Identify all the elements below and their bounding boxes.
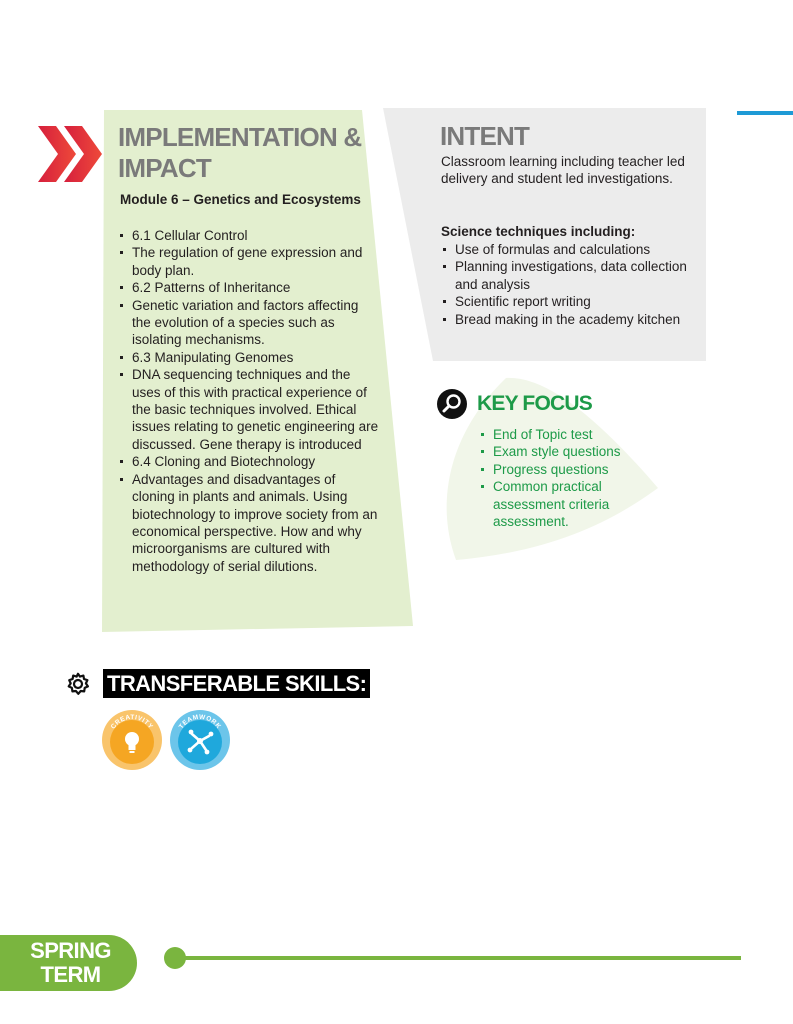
term-label (18, 939, 123, 987)
implementation-title-line2: IMPACT (118, 153, 211, 183)
intent-description: Classroom learning including teacher led delivery and student led investigations. (441, 154, 685, 187)
term-line1: SPRING (30, 938, 111, 963)
implementation-title-line1: IMPLEMENTATION & (118, 122, 362, 152)
list-item: Common practical assessment criteria assessment. (479, 478, 649, 530)
list-item: The regulation of gene expression and body plan. (118, 244, 380, 279)
transferable-skills-heading: TRANSFERABLE SKILLS: (103, 669, 370, 698)
implementation-title (118, 122, 388, 184)
list-item: 6.3 Manipulating Genomes (118, 349, 380, 366)
intent-title: INTENT (440, 121, 530, 151)
implementation-list (118, 227, 380, 575)
list-item: Genetic variation and factors affecting the evolution of a species such as isolating mechanisms. (118, 297, 380, 349)
key-focus-title: KEY FOCUS (477, 392, 592, 415)
creativity-badge (102, 710, 162, 770)
list-item: 6.1 Cellular Control (118, 227, 380, 244)
teamwork-label: TEAMWORK (177, 713, 223, 731)
list-item: End of Topic test (479, 426, 649, 443)
intent-subheading: Science techniques including: (441, 224, 636, 239)
teamwork-badge (170, 710, 230, 770)
list-item: 6.4 Cloning and Biotechnology (118, 453, 380, 470)
creativity-label: CREATIVITY (109, 713, 155, 731)
list-item: DNA sequencing techniques and the uses of this with practical experience of the basic techniques involved. Ethical issues relating to genetic engineering are discussed. Gene therapy is introduced (118, 366, 380, 453)
list-item: Exam style questions (479, 443, 649, 460)
key-focus-list (479, 426, 649, 530)
intent-list (441, 241, 691, 328)
list-item: 6.2 Patterns of Inheritance (118, 279, 380, 296)
list-item: Planning investigations, data collection and analysis (441, 258, 691, 293)
list-item: Advantages and disadvantages of cloning in plants and animals. Using biotechnology to improve society from an economical perspective. How and why microorganisms are cultured with methodology of serial dilutions. (118, 471, 380, 575)
list-item: Scientific report writing (441, 293, 691, 310)
list-item: Use of formulas and calculations (441, 241, 691, 258)
list-item: Bread making in the academy kitchen (441, 311, 691, 328)
term-line2: TERM (40, 962, 101, 987)
module-heading: Module 6 – Genetics and Ecosystems (120, 192, 361, 207)
list-item: Progress questions (479, 461, 649, 478)
magnifier-icon (437, 389, 467, 419)
chevron-arrows-icon (34, 122, 106, 186)
gear-icon (66, 672, 90, 696)
